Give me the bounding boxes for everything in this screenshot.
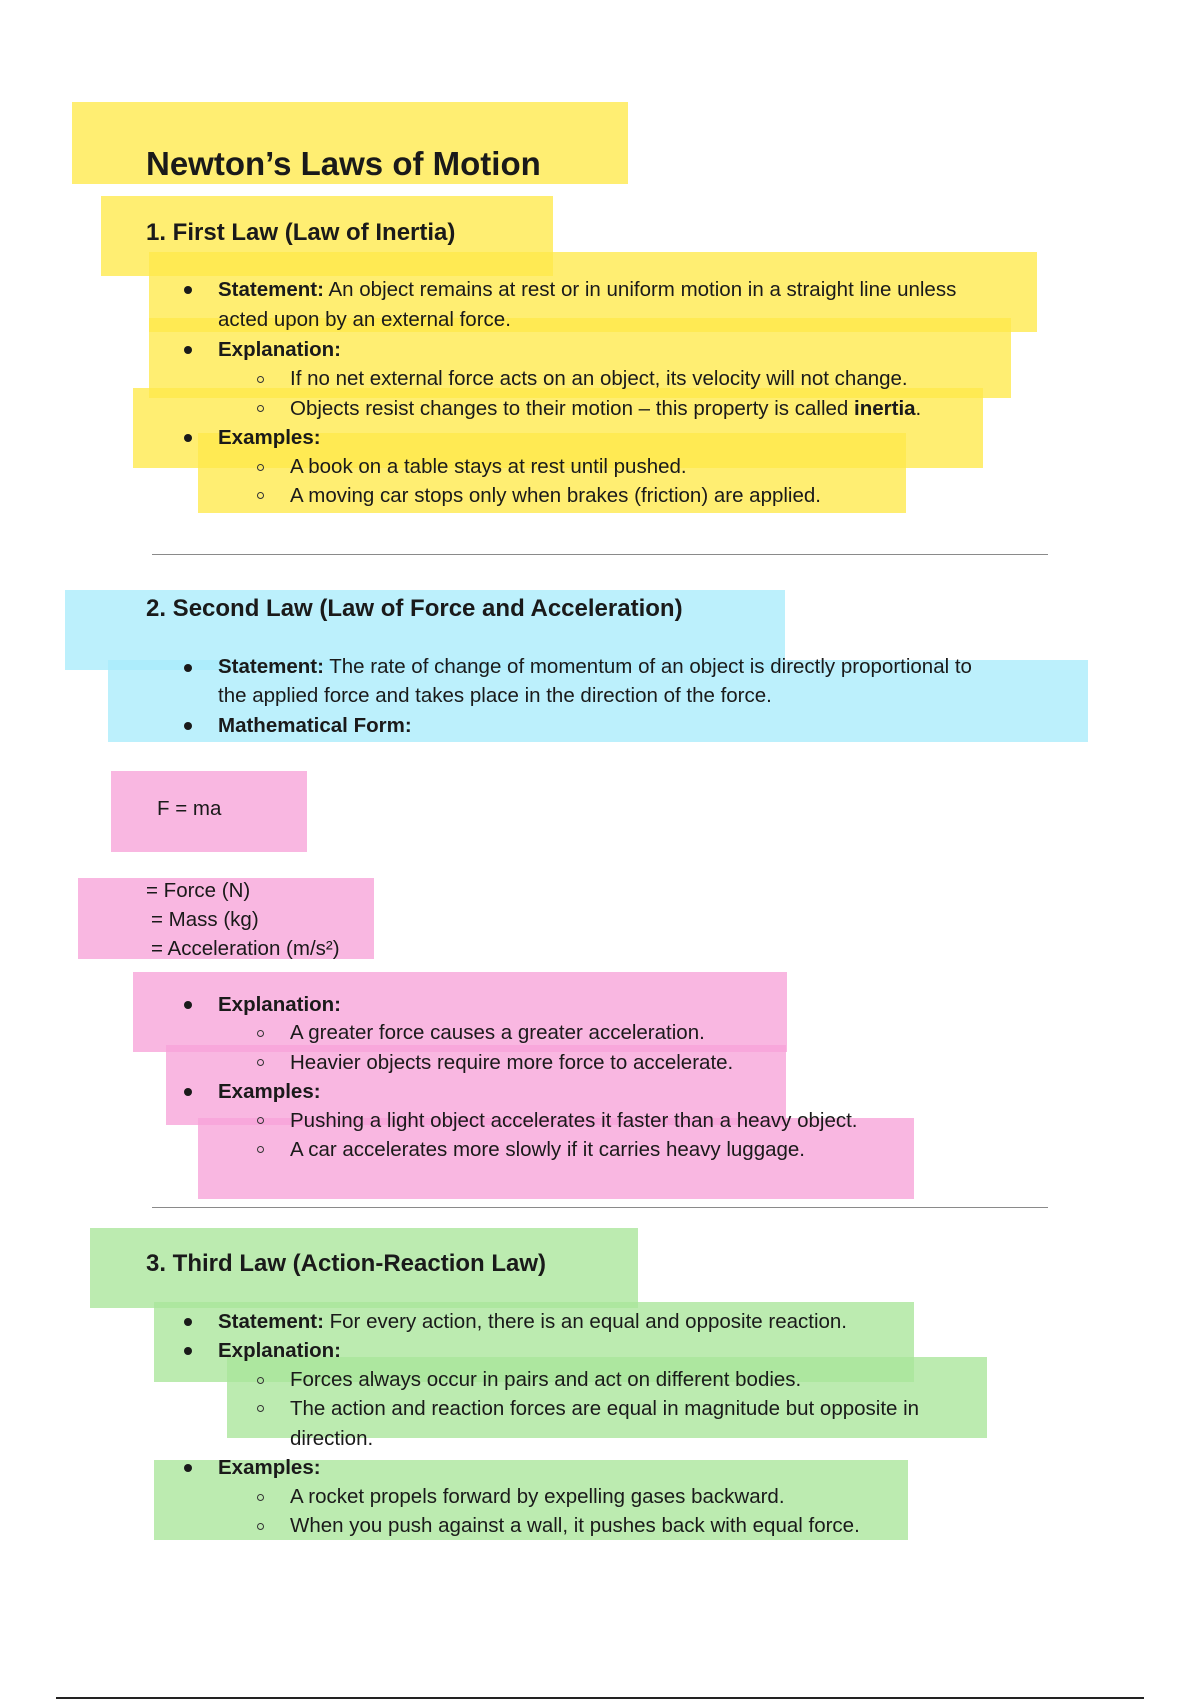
circle-bullet-icon (257, 1405, 264, 1412)
law1-explanation-2: Objects resist changes to their motion – this property is called inertia. (290, 397, 922, 420)
circle-bullet-icon (257, 1059, 264, 1066)
bullet-icon (184, 1464, 192, 1472)
law2-explanation-2: Heavier objects require more force to accelerate. (290, 1051, 734, 1074)
circle-bullet-icon (257, 405, 264, 412)
law2-explanation-label: Explanation: (218, 993, 342, 1016)
circle-bullet-icon (257, 1494, 264, 1501)
circle-bullet-icon (257, 1117, 264, 1124)
variable-acceleration: = Acceleration (m/s²) (151, 937, 340, 960)
circle-bullet-icon (257, 1377, 264, 1384)
bullet-icon (184, 1001, 192, 1009)
circle-bullet-icon (257, 376, 264, 383)
law2-statement-line2: the applied force and takes place in the direction of the force. (218, 684, 772, 707)
circle-bullet-icon (257, 1523, 264, 1530)
law1-statement-line2: acted upon by an external force. (218, 308, 511, 331)
page-title: Newton’s Laws of Motion (146, 145, 541, 182)
law2-example-1: Pushing a light object accelerates it faster than a heavy object. (290, 1109, 858, 1132)
law2-heading: 2. Second Law (Law of Force and Acceleration) (146, 595, 683, 622)
law3-examples-label: Examples: (218, 1456, 321, 1479)
circle-bullet-icon (257, 1030, 264, 1037)
law2-math-label: Mathematical Form: (218, 714, 412, 737)
bullet-icon (184, 286, 192, 294)
law1-explanation-label: Explanation: (218, 338, 342, 361)
law2-statement-line1: Statement: The rate of change of momentum of an object is directly proportional to (218, 655, 972, 678)
law1-example-2: A moving car stops only when brakes (friction) are applied. (290, 484, 821, 507)
law3-explanation-2-line1: The action and reaction forces are equal in magnitude but opposite in (290, 1397, 920, 1420)
law1-statement-line1: Statement: An object remains at rest or in uniform motion in a straight line unless (218, 278, 957, 301)
page-bottom-rule (56, 1697, 1144, 1699)
law1-examples-label: Examples: (218, 426, 321, 449)
law2-example-2: A car accelerates more slowly if it carries heavy luggage. (290, 1138, 806, 1161)
law3-explanation-label: Explanation: (218, 1339, 342, 1362)
law2-explanation-1: A greater force causes a greater acceleration. (290, 1021, 705, 1044)
circle-bullet-icon (257, 1146, 264, 1153)
variable-mass: = Mass (kg) (151, 908, 259, 931)
law1-explanation-1: If no net external force acts on an object, its velocity will not change. (290, 367, 908, 390)
law3-heading: 3. Third Law (Action-Reaction Law) (146, 1250, 547, 1277)
bullet-icon (184, 434, 192, 442)
bullet-icon (184, 1088, 192, 1096)
section-divider (152, 554, 1048, 555)
circle-bullet-icon (257, 464, 264, 471)
law3-example-1: A rocket propels forward by expelling gases backward. (290, 1485, 785, 1508)
bullet-icon (184, 346, 192, 354)
law3-example-2: When you push against a wall, it pushes back with equal force. (290, 1514, 860, 1537)
circle-bullet-icon (257, 492, 264, 499)
law3-statement: Statement: For every action, there is an equal and opposite reaction. (218, 1310, 847, 1333)
bullet-icon (184, 1318, 192, 1326)
law1-example-1: A book on a table stays at rest until pushed. (290, 455, 687, 478)
law2-examples-label: Examples: (218, 1080, 321, 1103)
bullet-icon (184, 722, 192, 730)
variable-force: = Force (N) (146, 879, 251, 902)
law3-explanation-2-line2: direction. (290, 1427, 374, 1450)
law1-heading: 1. First Law (Law of Inertia) (146, 219, 456, 246)
bullet-icon (184, 664, 192, 672)
formula: F = ma (157, 797, 222, 820)
bullet-icon (184, 1347, 192, 1355)
law3-explanation-1: Forces always occur in pairs and act on different bodies. (290, 1368, 802, 1391)
section-divider (152, 1207, 1048, 1208)
